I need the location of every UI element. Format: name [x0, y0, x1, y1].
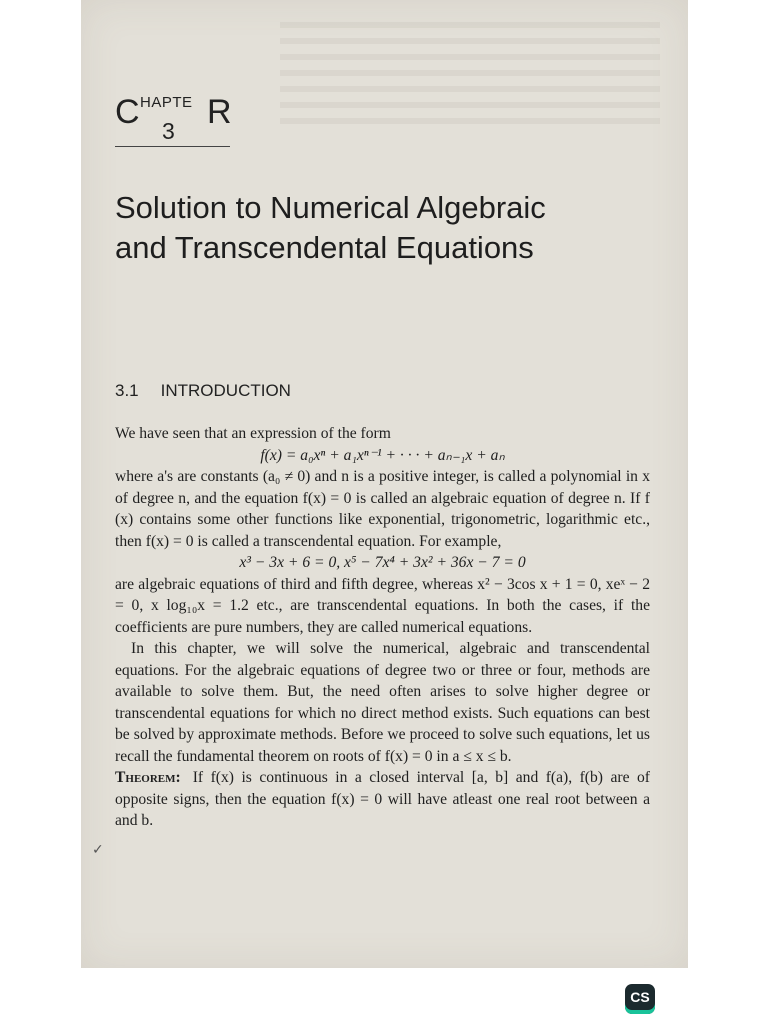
chapter-letter-c: C: [115, 93, 140, 131]
paragraph-intro: We have seen that an expression of the form: [115, 425, 391, 442]
theorem-body: If f(x) is continuous in a closed interval [a, b] and f(a), f(b) are of opposite signs, then the equation f(x) = 0 will have atleast one real root between a and b.: [115, 769, 650, 829]
paragraph-chapter-scope: In this chapter, we will solve the numerical, algebraic and transcendental equations. For the algebraic equations of degree two or three or four, methods are available to solve them. But, the need often arises to solve higher degree or transcendental equations for which no direct method exists. Such equations can best be solved by approximate methods. Before we proceed to solve such equations, let us recall the fundamental theorem on roots of f(x) = 0 in a ≤ x ≤ b.: [115, 640, 650, 765]
chapter-label: [115, 88, 233, 144]
chapter-letter-r: R: [207, 93, 232, 131]
chapter-title-line-1: Solution to Numerical Algebraic: [115, 190, 546, 225]
chapter-word-middle: HAPTE: [140, 94, 193, 111]
chapter-title: [115, 188, 645, 268]
pencil-tick-mark: ✓: [92, 842, 104, 858]
show-through-text: [280, 22, 660, 132]
paragraph-definition: where a's are constants (a₀ ≠ 0) and n is a positive integer, is called a polynomial in x of degree n, and the equation f(x) = 0 is called an algebraic equation of degree n. If f (x) contains some other functions like exponential, trigonometric, logarithmic etc., then f(x) = 0 is called a transcendental equation. For example,: [115, 468, 650, 550]
equation-examples: x³ − 3x + 6 = 0, x⁵ − 7x⁴ + 3x² + 36x − 7 = 0: [239, 554, 526, 571]
section-number: 3.1: [115, 381, 139, 400]
body-text: [115, 423, 650, 832]
chapter-rule: [115, 146, 230, 147]
paragraph-examples: are algebraic equations of third and fifth degree, whereas x² − 3cos x + 1 = 0, xeˣ − 2 = 0, x log₁₀x = 1.2 etc., are transcendental equations. In both the cases, if the coefficients are pure numbers, they are called numerical equations.: [115, 575, 650, 636]
equation-polynomial: f(x) = a₀xⁿ + a₁xⁿ⁻¹ + · · · + aₙ₋₁x + aₙ: [260, 446, 505, 464]
section-title: INTRODUCTION: [160, 381, 291, 400]
section-heading: [115, 381, 291, 401]
theorem-label: Theorem:: [115, 769, 181, 786]
chapter-number: 3: [162, 118, 175, 144]
theorem: [115, 767, 650, 832]
camscanner-logo-icon: CS: [625, 984, 655, 1014]
chapter-title-line-2: and Transcendental Equations: [115, 230, 534, 265]
